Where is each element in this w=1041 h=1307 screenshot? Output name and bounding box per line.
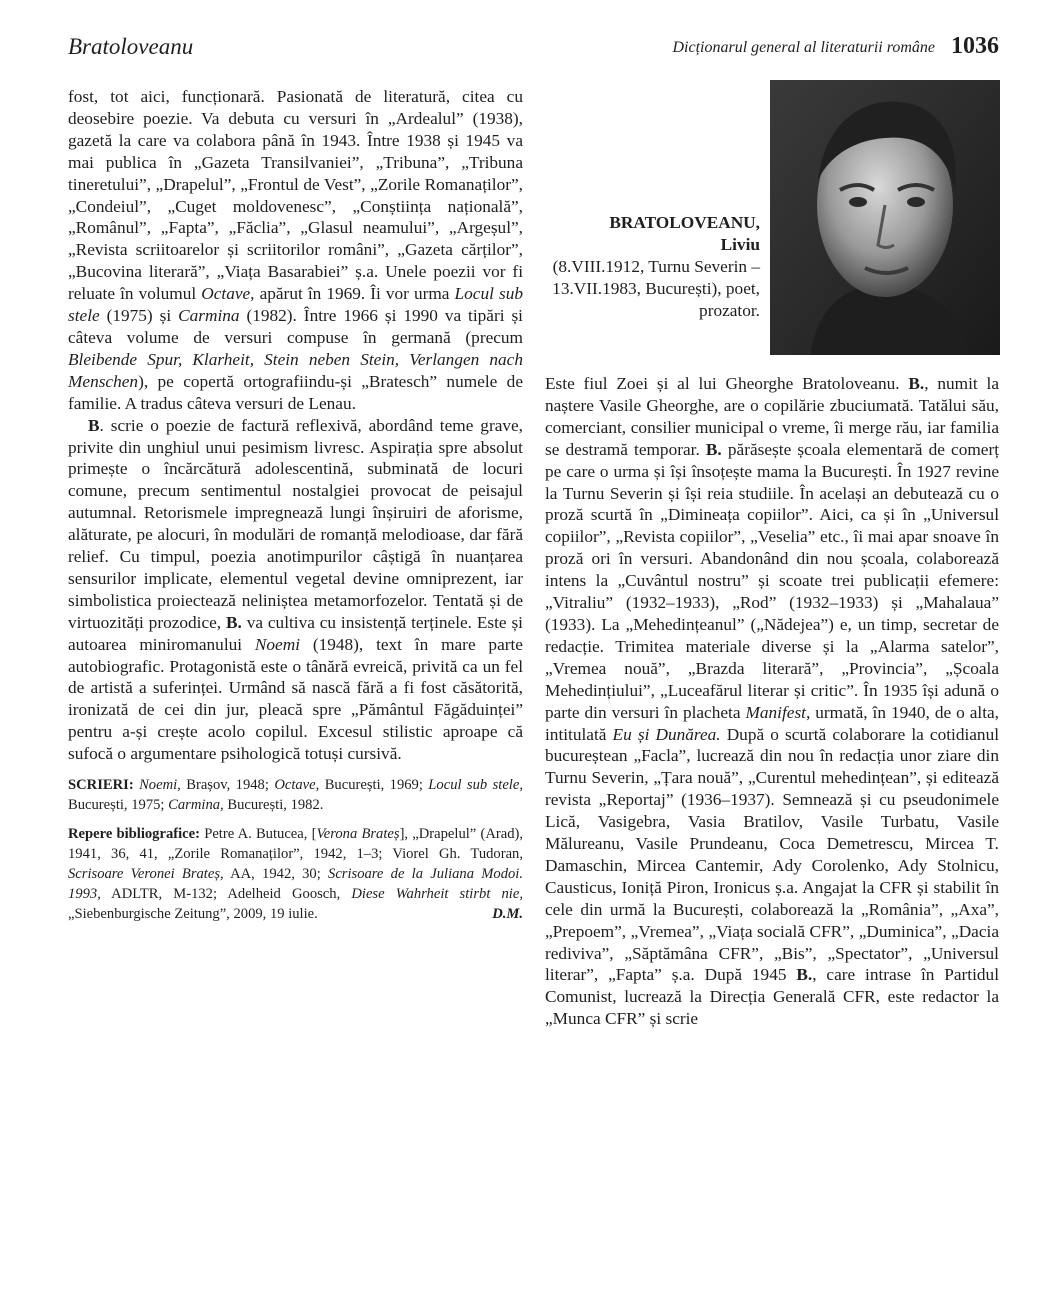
writings-list: SCRIERI: Noemi, Brașov, 1948; Octave, București, 1969; Locul sub stele, București, 1975; Carmina, București, 1982. [68, 777, 523, 814]
left-column [68, 86, 523, 933]
right-column [545, 373, 999, 1030]
entry-heading [548, 212, 760, 322]
entry-surname: BRATOLOVEANU, [609, 213, 760, 232]
references [68, 775, 523, 924]
dictionary-title: Dicționarul general al literaturii române [672, 39, 935, 56]
entry-given-name: Liviu [720, 235, 760, 254]
running-title: Bratoloveanu [68, 34, 194, 59]
intro-paragraph: fost, tot aici, funcționară. Pasionată de literatură, citea cu deosebire poezie. Va debuta cu versuri în „Ardealul” (1938), gazetă la care va colabora până în 1943. Între 1938 și 1945 va mai publica în „Gazeta Transilvaniei”, „Tribuna”, „Tribuna tineretului”, „Drapelul”, „Frontul de Vest”, „Zorile Romanaților”, „Condeiul”, „Cuget moldovenesc”, „Conștiința națională”, „Românul”, „Fapta”, „Făclia”, „Glasul neamului”, „Argeșul”, „Revista scriitoarelor și scriitorilor români”, „Gazeta cărților”, „Bucovina literară”, „Viața Basarabiei” ș.a. Unele poezii vor fi reluate în volumul Octave, apărut în 1969. Îi vor urma Locul sub stele (1975) și Carmina (1982). Între 1966 și 1990 va tipări și câteva volume de versuri compuse în germană (precum Bleibende Spur, Klarheit, Stein neben Stein, Verlangen nach Menschen), pe copertă ortografiindu-și „Bratesch” numele de familie. A tradus câteva versuri de Lenau. [68, 87, 523, 413]
poetics-paragraph: B. scrie o poezie de factură reflexivă, abordând teme grave, privite din unghiul unui pesimism livresc. Aspirația spre absolut primește o încărcătură adolescentină, subminată de locuri comune, precum sentimentul nostalgiei provocat de peisajul autumnal. Retorismele impregnează lungi înșiruiri de aforisme, alăturate, pe alocuri, în modulări de romanță melodioase, dar fără relief. Cu timpul, poezia anotimpurilor câștigă în nuanțarea sensurilor implicate, elementul vegetal devine omniprezent, iar simbolistica proiectează neliniștea metamorfozelor. Tentată și de virtuozități prozodice, B. va cultiva cu insistență terținele. Este și autoarea miniromanului Noemi (1948), text în mare parte autobiografic. Protagonistă este o tânără evreică, privită ca un fel de artistă a suferinței. Urmând să nască fără a fi fost căsătorită, ironizată de cei din jur, pleacă spre „Pământul Făgăduinței” pentru a-și crește acolo copilul. Excesul stilistic aproape că sufocă o argumentare psihologică totuși cursivă. [68, 415, 523, 764]
portrait-image [770, 80, 1000, 355]
bibliography-list: Repere bibliografice: Petre A. Butucea, [Verona Brateș], „Drapelul” (Arad), 1941, 36, 41, „Zorile Romanaților”, 1942, 1–3; Viorel Gh. Tudoran, Scrisoare Veronei Brateș, AA, 1942, 30; Scrisoare de la Juliana Modoi. 1993, ADLTR, M-132; Adelheid Goosch, Diese Wahrheit stirbt nie, „Siebenburgische Zeitung”, 2009, 19 iulie. D.M. [68, 824, 523, 925]
page-header [68, 32, 999, 66]
entry-details: (8.VIII.1912, Turnu Severin – 13.VII.1983, București), poet, prozator. [552, 257, 760, 320]
page-number: 1036 [951, 33, 999, 59]
portrait-photo [770, 80, 1000, 355]
biography-paragraph: Este fiul Zoei și al lui Gheorghe Bratoloveanu. B., numit la naștere Vasile Gheorghe, are o copilărie zbuciumată. Tatălui său, comerciant, consilier municipal o vreme, îi merge rău, iar familia se destramă temporar. B. părăsește școala elementară de comerț pe care o urma și își însoțește mama la București. În 1927 revine la Turnu Severin și își reia studiile. În același an debutează cu o proză scurtă în „Dimineața copiilor”. Aici, ca și în „Universul copiilor”, „Revista copiilor”, „Veselia” etc., îi mai apar snoave în proză ori în versuri. Abandonând din nou școala, colaborează intens la „Cuvântul nostru” și scoate trei publicații efemere: „Vitraliu” (1932–1933), „Rod” (1932–1933) și „Mahalaua” (1933). La „Mehedințeanul” („Nădejea”) e, un timp, secretar de redacție. Trimitea materiale diverse și la „Alarma satelor”, „Vremea nouă”, „Brazda literară”, „Provincia”, „Școala Mehedințiului”, „Luceafărul literar și critic”. În 1935 își adună o parte din versuri în placheta Manifest, urmată, în 1940, de o alta, intitulată Eu și Dunărea. După o scurtă colaborare la cotidianul bucureștean „Facla”, lucrează din nou în redacția unor ziare din Turnu Severin, „Țara nouă”, „Curentul mehedințean”, și editează revista „Reportaj” (1936–1937). Semnează și cu pseudonimele Lică, Vasigebra, Vasia Bratilov, Vasile Turbatu, Vasile Mălureanu, Vasile Prundeanu, Coca Demetrescu, Mircea T. Damaschin, Mircea Cantemir, Ady Corolenko, Ady Stolnicu, Causticus, Ioniță Piron, Ironicus ș.a. Angajat la CFR și stabilit în cele din urmă la București, colaborează la „România”, „Axa”, „Prepoem”, „Vremea”, „Viața socială CFR”, „Duminica”, „Dacia rediviva”, „Săptămâna CFR”, „Bis”, „Spectator”, „Universul literar”, „Fapta” ș.a. După 1945 B., care intrase în Partidul Comunist, lucrează la Direcția Generală CFR, este redactor la „Munca CFR” și scrie [545, 374, 1000, 1029]
author-signature: D.M. [492, 906, 523, 923]
